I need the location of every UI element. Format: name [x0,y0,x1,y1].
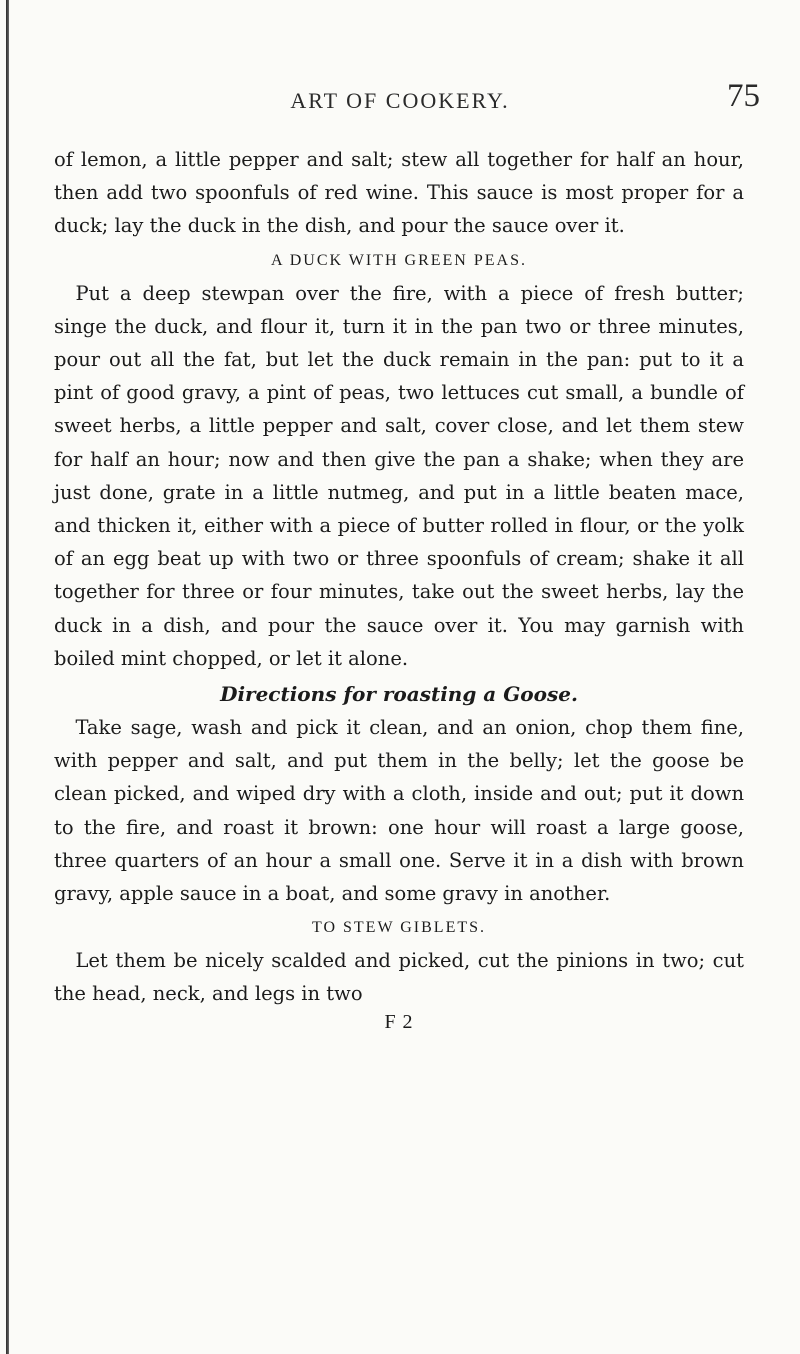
goose-recipe-heading: Directions for roasting a Goose. [220,682,578,707]
duck-recipe-heading: A DUCK WITH GREEN PEAS. [271,251,527,269]
signature-mark: F 2 [384,1010,414,1033]
page-header [40,78,760,128]
page-body [54,143,744,1036]
giblets-recipe-heading: TO STEW GIBLETS. [311,919,487,937]
goose-recipe-paragraph: Take sage, wash and pick it clean, and an onion, chop them fine, with pepper and salt, and put them in the belly; let the goose be clean picked, and wiped dry with a cloth, inside and out; put it down to the fire, and roast it brown: one hour will roast a large goose, three quarters of an hour a small one. Serve it in a dish with brown gravy, apple sauce in a boat, and some gravy in another. [54,716,744,906]
duck-recipe-paragraph: Put a deep stewpan over the fire, with a piece of fresh butter; singe the duck, and flour it, turn it in the pan two or three minutes, pour out all the fat, but let the duck remain in the pan: put to it a pint of good gravy, a pint of peas, two lettuces cut small, a bundle of sweet herbs, a little pepper and salt, cover close, and let them stew for half an hour; now and then give the pan a shake; when they are just done, grate in a little nutmeg, and put in a little beaten mace, and thicken it, either with a piece of butter rolled in flour, or the yolk of an egg beat up with two or three spoonfuls of cream; shake it all together for three or four minutes, take out the sweet herbs, lay the duck in a dish, and pour the sauce over it. You may garnish with boiled mint chopped, or let it alone. [54,281,744,670]
running-title: ART OF COOKERY. [290,88,510,113]
giblets-recipe-paragraph: Let them be nicely scalded and picked, cut the pinions in two; cut the head, neck, and legs in two [54,949,744,1006]
page-number: 75 [727,78,760,114]
intro-paragraph: of lemon, a little pepper and salt; stew all together for half an hour, then add two spoonfuls of red wine. This sauce is most proper for a duck; lay the duck in the dish, and pour the sauce over it. [54,148,744,238]
page-gutter-edge [6,0,9,1354]
